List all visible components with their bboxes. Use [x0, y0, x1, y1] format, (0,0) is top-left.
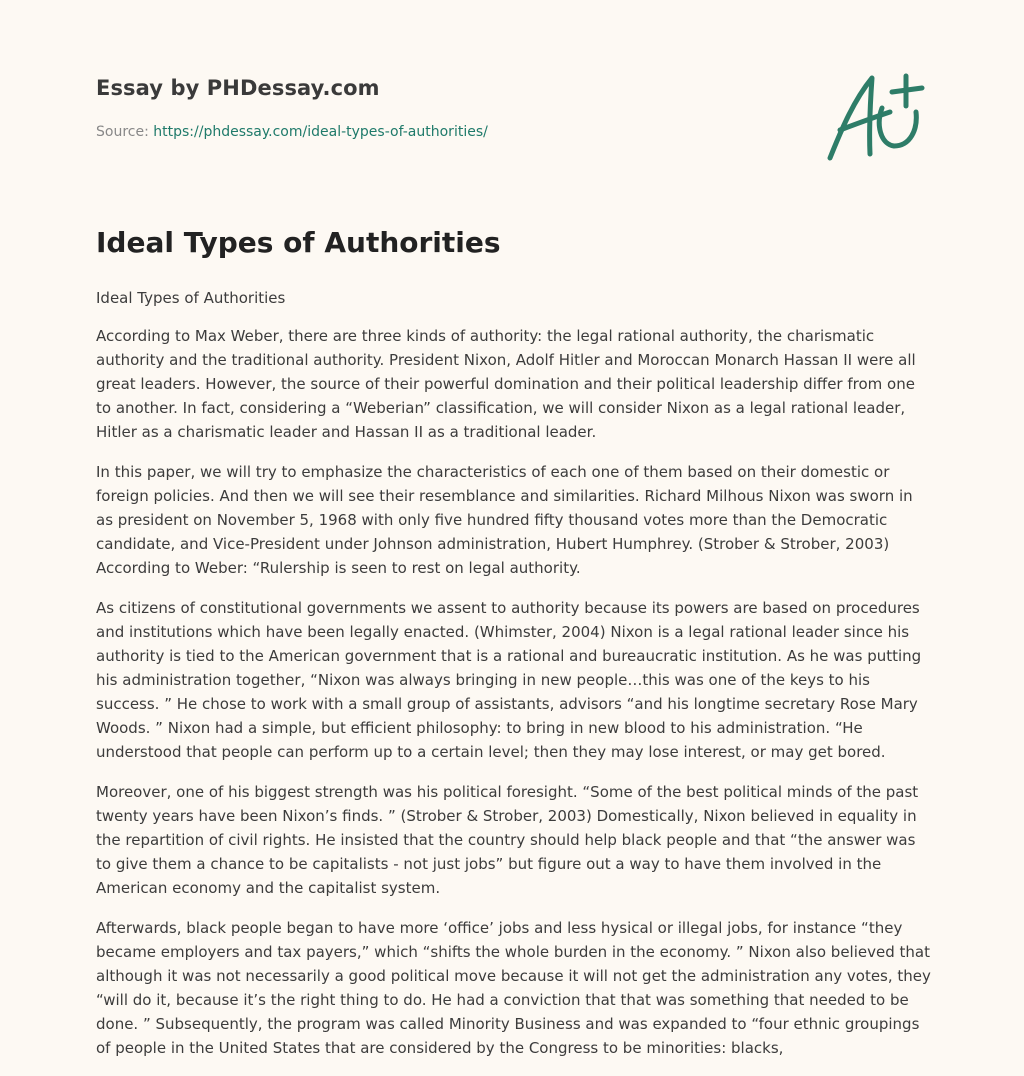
site-brand: Essay by PHDessay.com: [96, 76, 380, 100]
essay-paragraph: Afterwards, black people began to have more ‘office’ jobs and less hysical or illegal jobs, for instance “they became employers and tax payers,” which “shifts the whole burden in the economy. ” Nixon also believed that although it was not necessarily a good political move because it will not get the administration any votes, they “will do it, because it’s the right thing to do. He had a conviction that that was something that needed to be done. ” Subsequently, the program was called Minority Business and was expanded to “four ethnic groupings of people in the United States that are considered by the Congress to be minorities: blacks,: [96, 919, 931, 1057]
essay-subtitle: Ideal Types of Authorities: [96, 289, 286, 307]
essay-paragraph: Moreover, one of his biggest strength was his political foresight. “Some of the best political minds of the past twenty years have been Nixon’s finds. ” (Strober & Strober, 2003) Domestically, Nixon believed in equality in the repartition of civil rights. He insisted that the country should help black people and that “the answer was to give them a chance to be capitalists - not just jobs” but figure out a way to have them involved in the American economy and the capitalist system.: [96, 783, 919, 897]
essay-paragraph: According to Max Weber, there are three kinds of authority: the legal rational authority, the charismatic authority and the traditional authority. President Nixon, Adolf Hitler and Moroccan Monarch Hassan II were all great leaders. However, the source of their powerful domination and their political leadership differ from one to another. In fact, considering a “Weberian” classification, we will consider Nixon as a legal rational leader, Hitler as a charismatic leader and Hassan II as a traditional leader.: [96, 327, 916, 441]
source-label: Source:: [96, 124, 154, 140]
essay-body: [96, 286, 932, 1076]
source-link[interactable]: https://phdessay.com/ideal-types-of-authorities/: [153, 124, 488, 140]
essay-paragraph: In this paper, we will try to emphasize the characteristics of each one of them based on their domestic or foreign policies. And then we will see their resemblance and similarities. Richard Milhous Nixon was sworn in as president on November 5, 1968 with only five hundred fifty thousand votes more than the Democratic candidate, and Vice-President under Johnson administration, Hubert Humphrey. (Strober & Strober, 2003) According to Weber: “Rulership is seen to rest on legal authority.: [96, 463, 913, 577]
essay-paragraph: As citizens of constitutional governments we assent to authority because its powers are based on procedures and institutions which have been legally enacted. (Whimster, 2004) Nixon is a legal rational leader since his authority is tied to the American government that is a rational and bureaucratic institution. As he was putting his administration together, “Nixon was always bringing in new people…this was one of the keys to his success. ” He chose to work with a small group of assistants, advisors “and his longtime secretary Rose Mary Woods. ” Nixon had a simple, but efficient philosophy: to bring in new blood to his administration. “He understood that people can perform up to a certain level; then they may lose interest, or may get bored.: [96, 599, 922, 761]
source-line: [96, 124, 488, 140]
essay-title: Ideal Types of Authorities: [96, 226, 501, 259]
a-plus-logo-icon: [820, 66, 930, 166]
